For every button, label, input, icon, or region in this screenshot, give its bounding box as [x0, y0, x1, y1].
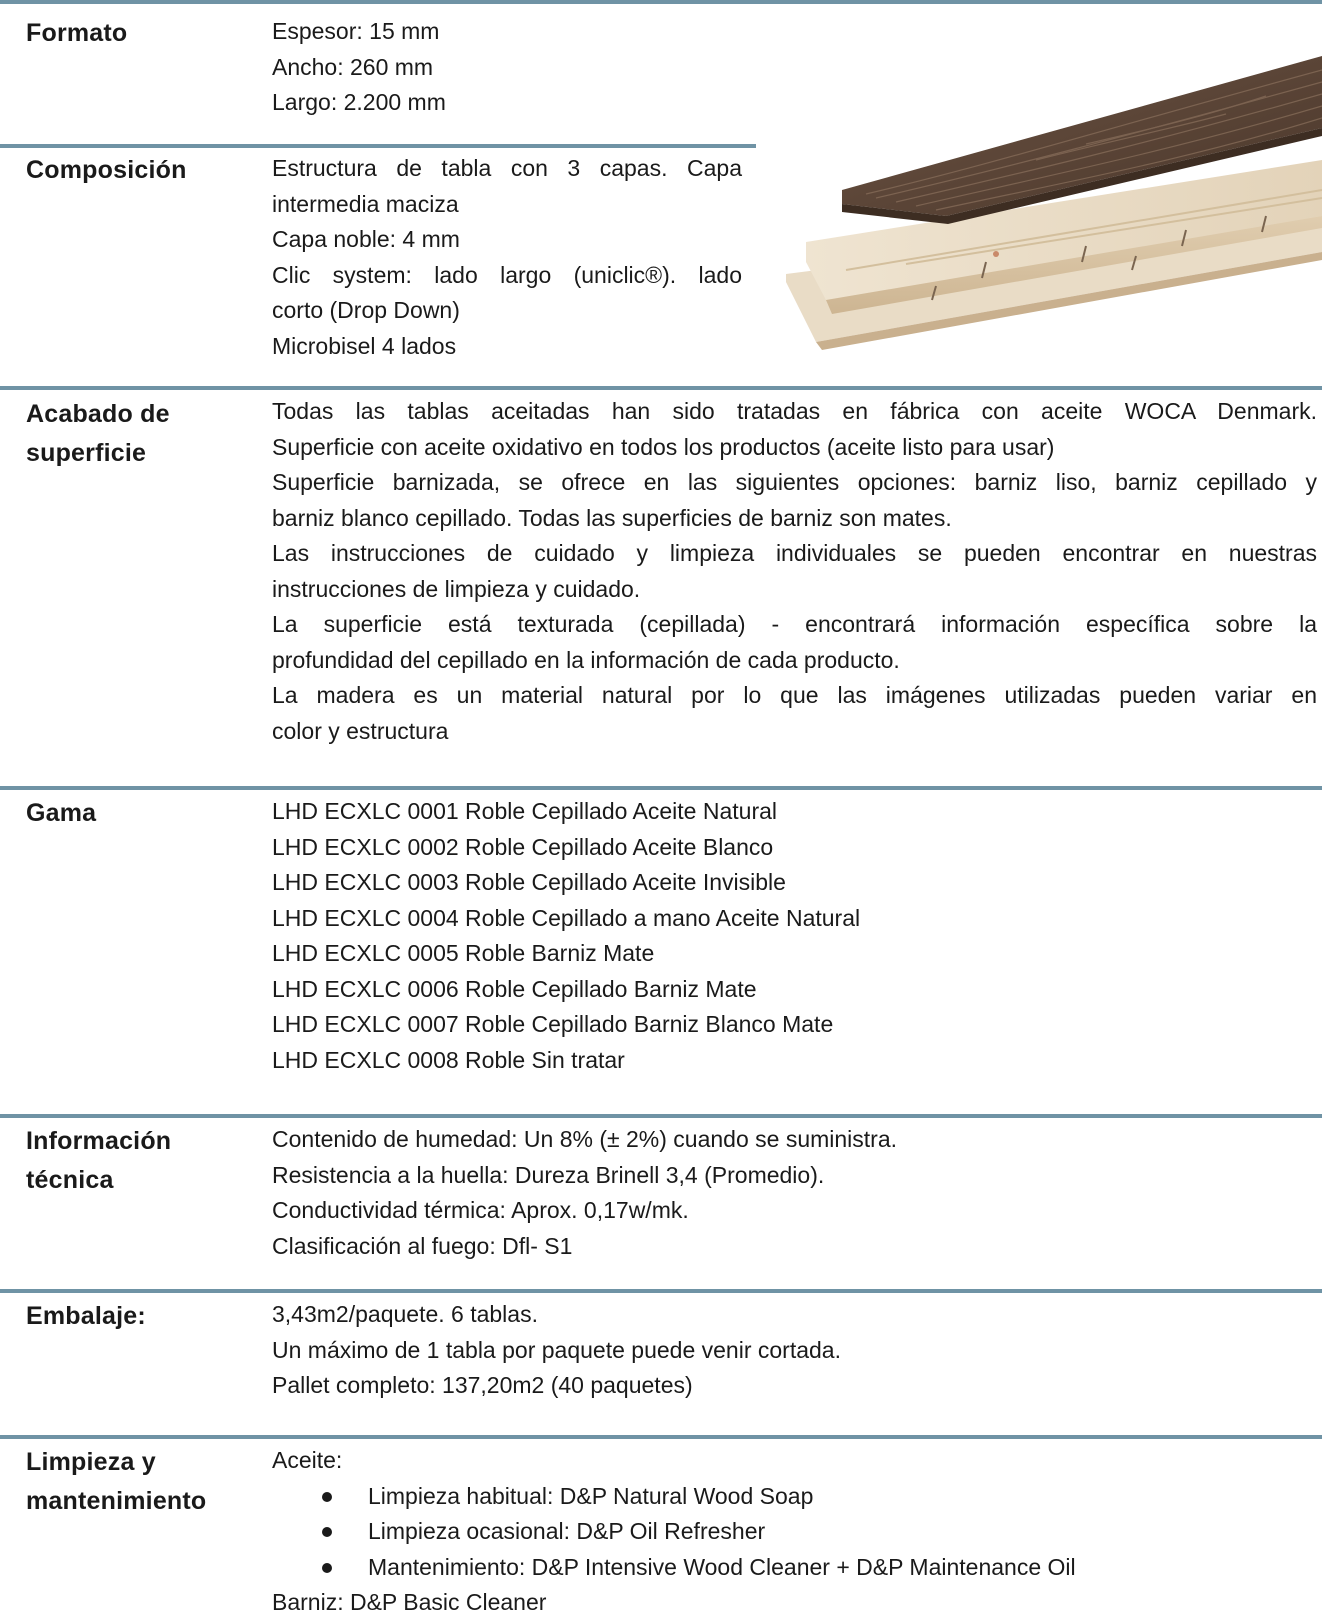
text-line: Las instrucciones de cuidado y limpieza individuales se pueden encontrar en nuestras: [272, 540, 1317, 566]
text-line: Barniz: D&P Basic Cleaner: [272, 1589, 547, 1615]
divider-formato: [0, 0, 1322, 4]
content-gama: [272, 794, 860, 1078]
list-item: LHD ECXLC 0003 Roble Cepillado Aceite Invisible: [272, 869, 786, 895]
divider-tecnica: [0, 1114, 1322, 1118]
bullet-text: Limpieza ocasional: D&P Oil Refresher: [368, 1518, 766, 1544]
text-line: Un máximo de 1 tabla por paquete puede venir cortada.: [272, 1336, 841, 1363]
content-embalaje: [272, 1297, 841, 1404]
text-line: Largo: 2.200 mm: [272, 89, 446, 115]
list-item: LHD ECXLC 0002 Roble Cepillado Aceite Blanco: [272, 833, 774, 860]
bullet-text: Mantenimiento: D&P Intensive Wood Cleaner + D&P Maintenance Oil: [368, 1553, 1076, 1580]
label-line: superficie: [26, 439, 147, 467]
label-embalaje: Embalaje:: [26, 1302, 146, 1330]
label-limpieza: [26, 1443, 206, 1521]
text-line: color y estructura: [272, 717, 449, 744]
list-item: LHD ECXLC 0004 Roble Cepillado a mano Aceite Natural: [272, 904, 861, 931]
list-item: [272, 1514, 1076, 1550]
text-line: La madera es un material natural por lo que las imágenes utilizadas pueden variar en: [272, 682, 1317, 708]
bullet-icon: [322, 1563, 332, 1573]
text-line: Estructura de tabla con 3 capas. Capa: [272, 155, 742, 181]
text-line: La superficie está texturada (cepillada) - encontrará información específica sobre la: [272, 611, 1317, 637]
list-item: [272, 1479, 1076, 1515]
content-formato: [272, 14, 446, 121]
list-item: LHD ECXLC 0008 Roble Sin tratar: [272, 1046, 625, 1073]
content-acabado: [272, 394, 1317, 749]
label-line: técnica: [26, 1166, 114, 1194]
text-line: Aceite:: [272, 1447, 343, 1473]
label-line: Información: [26, 1127, 172, 1155]
bullet-icon: [322, 1527, 332, 1537]
divider-embalaje: [0, 1289, 1322, 1293]
bullet-icon: [322, 1492, 332, 1502]
text-line: Pallet completo: 137,20m2 (40 paquetes): [272, 1372, 693, 1398]
wood-plank-image: [786, 56, 1322, 356]
text-line: corto (Drop Down): [272, 297, 460, 323]
text-line: Clasificación al fuego: Dfl- S1: [272, 1232, 573, 1259]
label-line: Limpieza y: [26, 1448, 156, 1476]
text-line: Capa noble: 4 mm: [272, 226, 460, 252]
list-item: LHD ECXLC 0007 Roble Cepillado Barniz Blanco Mate: [272, 1011, 834, 1037]
label-formato: Formato: [26, 19, 128, 47]
label-composicion: Composición: [26, 156, 187, 184]
divider-limpieza: [0, 1435, 1322, 1439]
text-line: Resistencia a la huella: Dureza Brinell 3,4 (Promedio).: [272, 1161, 825, 1188]
label-acabado: [26, 395, 170, 473]
label-tecnica: [26, 1122, 171, 1200]
content-limpieza: [272, 1443, 1076, 1621]
text-line: profundidad del cepillado en la información de cada producto.: [272, 646, 900, 673]
list-item: LHD ECXLC 0001 Roble Cepillado Aceite Natural: [272, 798, 778, 824]
text-line: intermedia maciza: [272, 190, 459, 217]
text-line: instrucciones de limpieza y cuidado.: [272, 575, 641, 602]
text-line: Microbisel 4 lados: [272, 332, 457, 359]
bullet-list: [272, 1479, 1076, 1586]
text-line: Contenido de humedad: Un 8% (± 2%) cuando se suministra.: [272, 1126, 898, 1152]
text-line: Superficie barnizada, se ofrece en las siguientes opciones: barniz liso, barniz cepillado y: [272, 469, 1317, 495]
text-line: Todas las tablas aceitadas han sido tratadas en fábrica con aceite WOCA Denmark.: [272, 398, 1317, 424]
content-tecnica: [272, 1122, 897, 1264]
text-line: barniz blanco cepillado. Todas las superficies de barniz son mates.: [272, 504, 952, 531]
content-composicion: [272, 151, 742, 364]
text-line: Conductividad térmica: Aprox. 0,17w/mk.: [272, 1197, 689, 1223]
text-line: 3,43m2/paquete. 6 tablas.: [272, 1301, 538, 1327]
label-gama: Gama: [26, 799, 97, 827]
text-line: Espesor: 15 mm: [272, 18, 440, 44]
bullet-text: Limpieza habitual: D&P Natural Wood Soap: [368, 1482, 814, 1509]
label-line: Acabado de: [26, 400, 170, 428]
list-item: [272, 1550, 1076, 1586]
divider-acabado: [0, 386, 1322, 390]
divider-composicion: [0, 144, 756, 148]
text-line: Clic system: lado largo (uniclic®). lado: [272, 261, 742, 288]
list-item: LHD ECXLC 0006 Roble Cepillado Barniz Mate: [272, 975, 757, 1002]
label-line: mantenimiento: [26, 1487, 207, 1515]
text-line: Ancho: 260 mm: [272, 53, 434, 80]
text-line: Superficie con aceite oxidativo en todos los productos (aceite listo para usar): [272, 433, 1055, 460]
list-item: LHD ECXLC 0005 Roble Barniz Mate: [272, 940, 655, 966]
divider-gama: [0, 786, 1322, 790]
